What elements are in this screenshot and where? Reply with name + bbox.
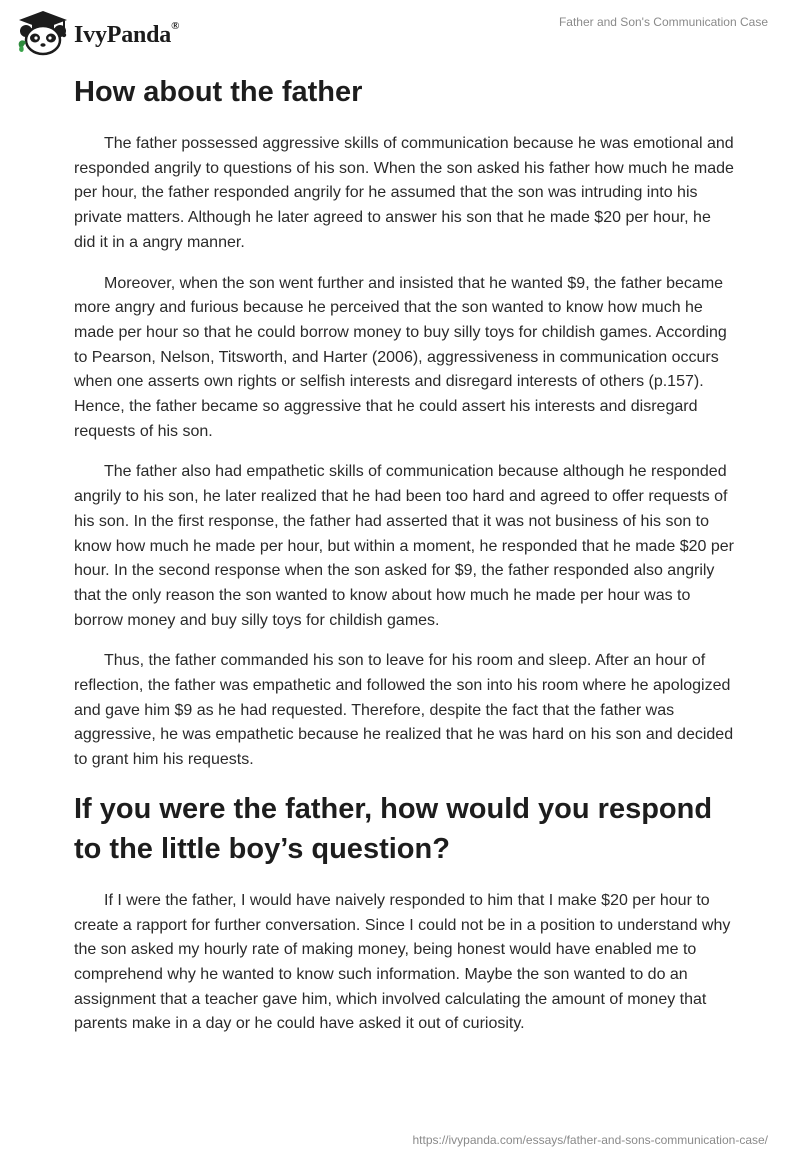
document-title: Father and Son's Communication Case (558, 15, 768, 29)
paragraph: The father possessed aggressive skills of communication because he was emotional and responded angrily to questions of his son. When the son asked his father how much he made per hour, the father responded angrily for he assumed that the son was intruding into his private matters. Although he later agreed to answer his son that he made $20 per hour, he did it in a angry manner. (74, 135, 734, 251)
brand-name: IvyPanda® (74, 19, 180, 48)
section-heading-response: If you were the father, how would you respond to the little boy’s question? (74, 792, 713, 865)
paragraph: Moreover, when the son went further and insisted that he wanted $9, the father became more angry and furious because he perceived that the son wanted to know how much he made per hour so that he could borrow money to buy silly toys for childish games. According to Pearson, Nelson, Titsworth, and Harter (2006), aggressiveness in communication occurs when one asserts own rights or selfish interests and disregard interests of others (p.157). Hence, the father became so aggressive that he could assert his interests and disregard requests of his son. (74, 274, 727, 440)
essay-content (74, 72, 734, 1053)
panda-graduate-icon (14, 8, 72, 58)
section-heading-father: How about the father (74, 76, 363, 108)
ivypanda-logo[interactable] (14, 8, 179, 58)
source-url-link[interactable]: https://ivypanda.com/essays/father-and-sons-communication-case/ (412, 1133, 768, 1147)
paragraph: Thus, the father commanded his son to leave for his room and sleep. After an hour of reflection, the father was empathetic and followed the son into his room where he apologized and gave him $9 as he had requested. Therefore, despite the fact that the father was aggressive, he was empathetic because he realized that he was hard on his son and decided to grant him his requests. (74, 652, 734, 769)
registered-mark: ® (171, 19, 180, 32)
paragraph: If I were the father, I would have naively responded to him that I make $20 per hour to create a rapport for further conversation. Since I could not be in a position to understand why the son asked my hourly rate of making money, being honest would have enabled me to comprehend why he wanted to know such information. Maybe the son wanted to do an assignment that a teacher gave him, which involved calculating the amount of money that parents make in a day or he could have asked it out of curiosity. (74, 891, 731, 1033)
page-header (0, 0, 800, 60)
paragraph: The father also had empathetic skills of communication because although he responded angrily to his son, he later realized that he had been too hard and agreed to offer requests of his son. In the first response, the father had asserted that it was not business of his son to know how much he made per hour, but within a moment, he responded that he made $20 per hour. In the second response when the son asked for $9, the father responded also angrily that the only reason the son wanted to know about how much he made per hour was to borrow money and buy silly toys for childish games. (74, 463, 734, 629)
